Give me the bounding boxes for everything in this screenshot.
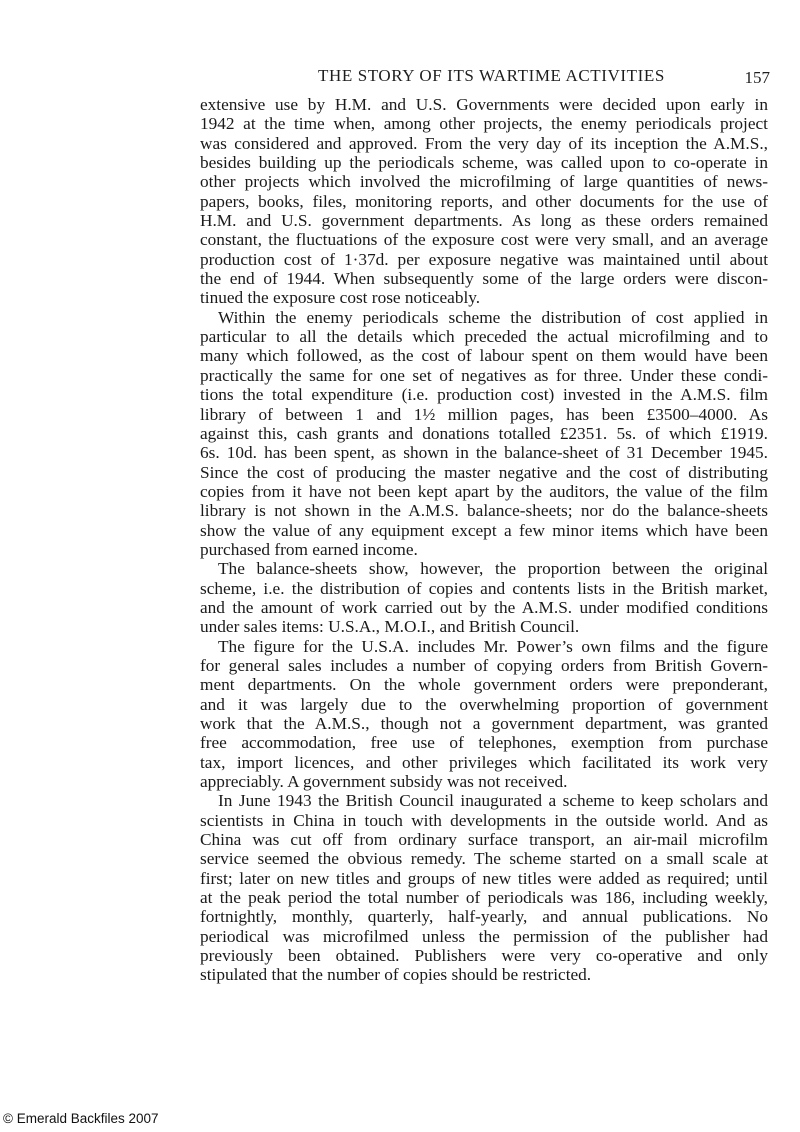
text-line: show the value of any equipment except a few minor items which have been [200, 520, 768, 540]
text-line: scientists in China in touch with developments in the outside world. And as [200, 810, 768, 830]
text-line: library of between 1 and 1½ million pages, has been £3500–4000. As [200, 404, 768, 424]
text-line: production cost of 1·37d. per exposure negative was maintained until about [200, 249, 768, 269]
text-line: at the peak period the total number of periodicals was 186, including weekly, [200, 888, 768, 908]
text-line: previously been obtained. Publishers were very co-operative and only [200, 946, 768, 966]
text-line: under sales items: U.S.A., M.O.I., and British Council. [200, 617, 580, 637]
body-text [200, 95, 768, 985]
text-line: papers, books, files, monitoring reports, and other documents for the use of [200, 191, 768, 211]
text-line: scheme, i.e. the distribution of copies and contents lists in the British market, [200, 578, 768, 598]
paragraph-3 [200, 559, 768, 636]
text-line: tions the total expenditure (i.e. production cost) invested in the A.M.S. film [200, 385, 768, 405]
paragraph-2 [200, 308, 768, 559]
text-line: other projects which involved the microfilming of large quantities of news- [200, 172, 768, 192]
text-line: practically the same for one set of negatives as for three. Under these condi- [200, 365, 768, 385]
text-line: extensive use by H.M. and U.S. Governments were decided upon early in [200, 95, 768, 114]
text-line: periodical was microfilmed unless the permission of the publisher had [200, 926, 768, 946]
text-line: particular to all the details which preceded the actual microfilming and to [200, 327, 768, 347]
text-line: many which followed, as the cost of labour spent on them would have been [200, 346, 768, 366]
text-line: tinued the exposure cost rose noticeably. [200, 288, 481, 308]
running-head [200, 66, 770, 90]
text-line: for general sales includes a number of copying orders from British Govern- [200, 655, 768, 675]
text-line: tax, import licences, and other privileges which facilitated its work very [200, 752, 768, 772]
text-line: China was cut off from ordinary surface transport, an air-mail microfilm [200, 830, 768, 850]
text-line: fortnightly, monthly, quarterly, half-yearly, and annual publications. No [200, 907, 768, 927]
text-line: against this, cash grants and donations totalled £2351. 5s. of which £1919. [200, 423, 768, 443]
text-line: 1942 at the time when, among other projects, the enemy periodicals project [200, 114, 768, 134]
text-line: the end of 1944. When subsequently some of the large orders were discon- [200, 269, 768, 289]
page-number: 157 [744, 68, 770, 87]
text-line: appreciably. A government subsidy was not received. [200, 772, 568, 792]
text-line: library is not shown in the A.M.S. balance-sheets; nor do the balance-sheets [200, 501, 768, 521]
copyright-notice: © Emerald Backfiles 2007 [3, 1111, 159, 1126]
text-line: The balance-sheets show, however, the proportion between the original [218, 559, 768, 579]
text-line: free accommodation, free use of telephones, exemption from purchase [200, 733, 768, 753]
text-line: work that the A.M.S., though not a government department, was granted [200, 714, 768, 733]
paragraph-1 [200, 95, 768, 308]
text-line: Since the cost of producing the master negative and the cost of distributing [200, 462, 768, 482]
text-line: and the amount of work carried out by the A.M.S. under modified conditions [200, 597, 768, 617]
running-title: THE STORY OF ITS WARTIME ACTIVITIES [318, 66, 665, 85]
text-line: Within the enemy periodicals scheme the distribution of cost applied in [218, 307, 768, 327]
text-line: 6s. 10d. has been spent, as shown in the balance-sheet of 31 December 1945. [200, 443, 768, 463]
text-line: In June 1943 the British Council inaugurated a scheme to keep scholars and [218, 791, 768, 811]
text-line: and it was largely due to the overwhelming proportion of government [200, 694, 768, 714]
text-line: copies from it have not been kept apart by the auditors, the value of the film [200, 481, 768, 501]
text-line: The figure for the U.S.A. includes Mr. Power’s own films and the figure [218, 636, 768, 656]
text-line: constant, the fluctuations of the exposure cost were very small, and an average [200, 230, 768, 250]
text-line: besides building up the periodicals scheme, was called upon to co-operate in [200, 153, 768, 173]
paragraph-4 [200, 637, 768, 792]
text-line: ment departments. On the whole government orders were preponderant, [200, 675, 768, 695]
text-line: service seemed the obvious remedy. The scheme started on a small scale at [200, 849, 768, 869]
text-line: H.M. and U.S. government departments. As long as these orders remained [200, 211, 768, 231]
text-line: was considered and approved. From the very day of its inception the A.M.S., [200, 133, 768, 153]
text-line: purchased from earned income. [200, 539, 418, 559]
text-line: stipulated that the number of copies should be restricted. [200, 965, 592, 985]
paragraph-5 [200, 791, 768, 984]
text-line: first; later on new titles and groups of new titles were added as required; until [200, 868, 768, 888]
